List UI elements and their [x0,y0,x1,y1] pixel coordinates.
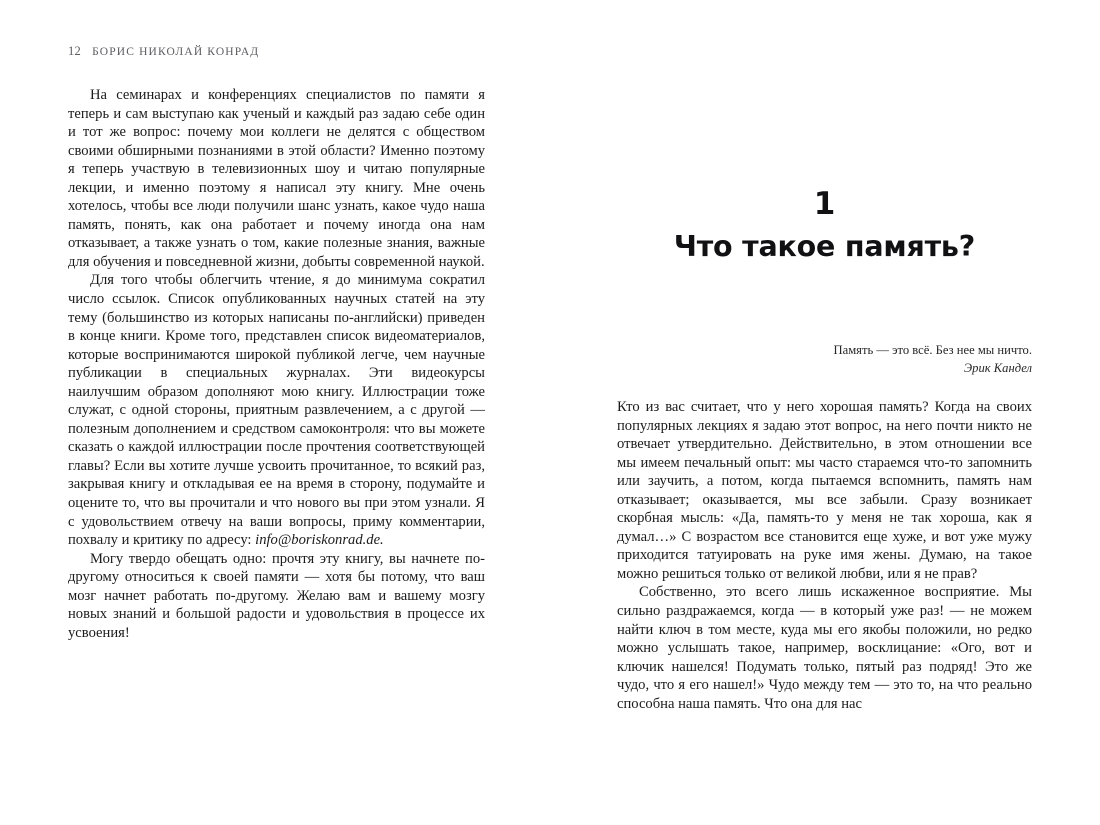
verso-text-column [68,86,485,642]
paragraph: Могу твердо обещать одно: прочтя эту книгу, вы начнете по-другому относиться к своей памяти — хотя бы потому, что ваш мозг начнет работать по-другому. Желаю вам и вашему мозгу новых знаний и большой радости и удовольствия в процессе их усвоения! [68,550,485,641]
paragraph [68,271,485,549]
epigraph-quote: Память — это всё. Без нее мы ничто. [833,343,1032,357]
epigraph-attribution: Эрик Кандел [963,360,1032,375]
running-head-author: БОРИС НИКОЛАЙ КОНРАД [92,46,260,58]
recto-text-column [617,398,1032,713]
page-folio-number: 12 [68,44,82,58]
paragraph: Собственно, это всего лишь искаженное восприятие. Мы сильно раздражаемся, когда — в который уже раз! — не можем найти ключ в том месте, куда мы его якобы положили, но редко можно услышать такое, например, восклицание: «Ого, вот и ключик нашелся! Подумать только, пятый раз подряд! Это же чудо, что я его нашел!» Чудо между тем — это то, на что реально способна наша память. Что она для нас [617,584,1032,712]
chapter-number: 1 [813,186,836,222]
paragraph: На семинарах и конференциях специалистов по памяти я теперь и сам выступаю как ученый и каждый раз задаю себе один и тот же вопрос: почему мои коллеги не делятся с обществом своими обширными познаниями в этой области? Именно поэтому я теперь участвую в телевизионных шоу и читаю популярные лекции, и именно поэтому я написал эту книгу. Мне очень хотелось, чтобы все люди получили шанс узнать, какое чудо наша память, понять, как она работает и почему иногда она нам отказывает, а также узнать о том, какие полезные знания, важные для обучения и повседневной жизни, добыты современной наукой. [68,87,485,270]
contact-email: info@boriskonrad.de. [255,532,384,549]
running-head [68,44,259,59]
paragraph-text: Для того чтобы облегчить чтение, я до минимума сократил число ссылок. Список опубликованных научных статей на эту тему (большинство из которых написаны по-английски) приведен в конце книги. Кроме того, представлен список видеоматериалов, которые воспринимаются широкой публикой легче, чем научные публикации в специальных журналах. Эти видеокурсы наилучшим образом дополняют мою книгу. Иллюстрации тоже служат, с одной стороны, приятным развлечением, а с другой — полезным дополнением и средством самоконтроля: что вы можете сказать о каждой иллюстрации после прочтения соответствующей главы? Если вы хотите лучше усвоить прочитанное, то всякий раз, закрывая книгу и откладывая ее на время в сторону, подумайте и оцените то, что вы прочитали и что нового вы при этом узнали. Я с удовольствием отвечу на ваши вопросы, приму комментарии, похвалу и критику по адресу: [68,272,485,549]
chapter-title: Что такое память? [673,229,976,263]
paragraph: Кто из вас считает, что у него хорошая память? Когда на своих популярных лекциях я задаю этот вопрос, на него почти никто не отвечает утвердительно. Действительно, в этом отношении все мы имеем печальный опыт: мы часто стараемся что-то запомнить или заучить, а потом, когда пытаемся вспомнить, память нам отказывает; оказывается, мы все забыли. Сразу возникает скорбная мысль: «Да, память-то у меня не так хороша, как я думал…» С возрастом все становится еще хуже, и вот уже мужу приходится татуировать на руке имя жены. Думаю, на такое можно решиться только от великой любви, или я не прав? [617,399,1032,582]
recto-page [550,0,1100,825]
chapter-heading [617,188,1032,264]
epigraph [617,342,1032,376]
